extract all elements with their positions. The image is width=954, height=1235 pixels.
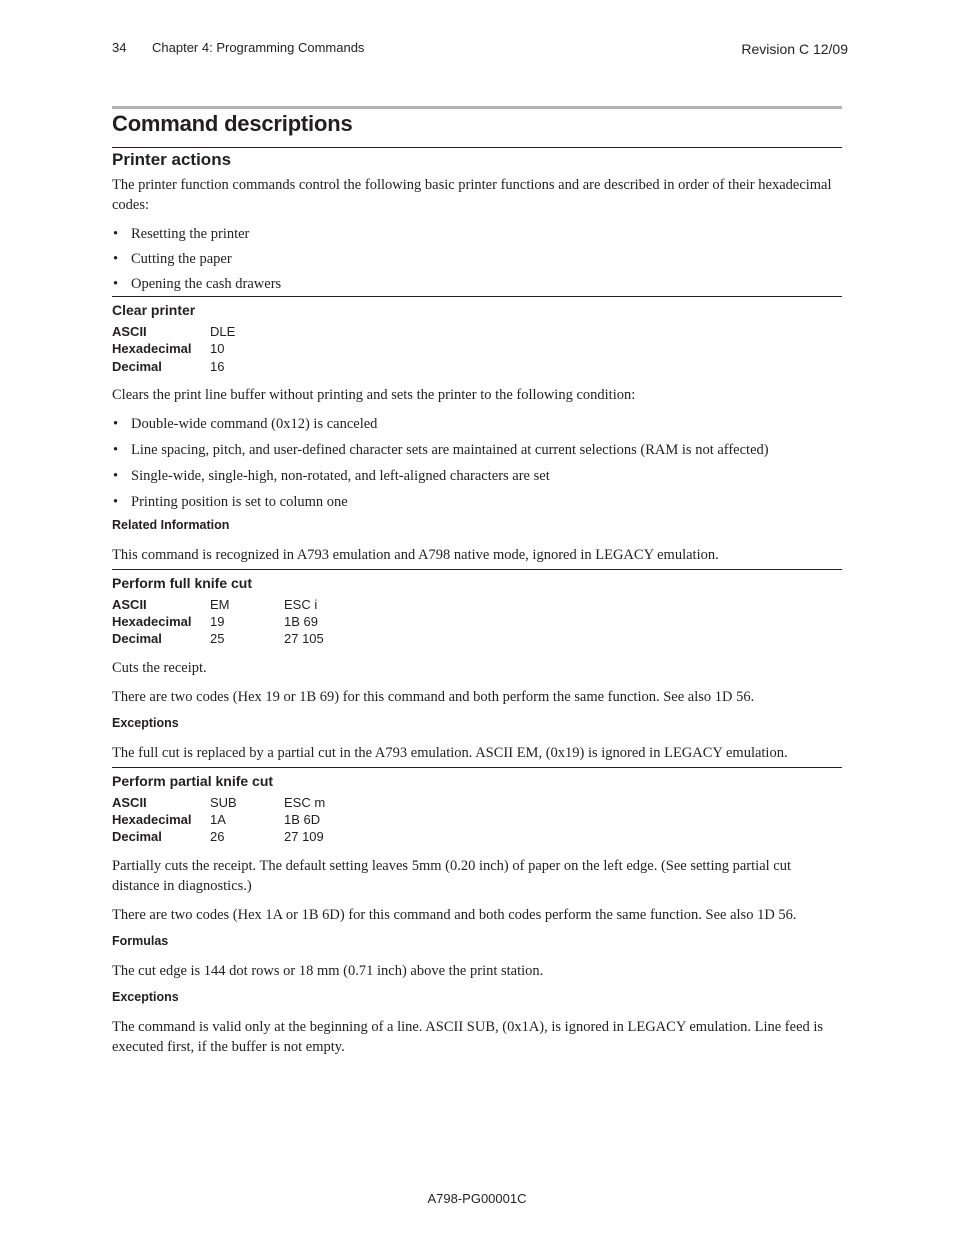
- revision-label: Revision C 12/09: [741, 41, 848, 57]
- table-row: ASCII SUB ESC m: [112, 794, 326, 810]
- exceptions-heading: Exceptions: [112, 715, 179, 730]
- table-row: Decimal 16: [112, 358, 225, 374]
- code-table: [112, 323, 284, 375]
- list-item: • Printing position is set to column one: [113, 493, 348, 510]
- command-title: Perform full knife cut: [112, 574, 253, 591]
- formulas-heading: Formulas: [112, 933, 169, 948]
- command-title: Clear printer: [112, 302, 196, 318]
- related-heading: Related Information: [112, 517, 230, 532]
- page-number: 34: [112, 40, 127, 55]
- page-content: [112, 106, 842, 1057]
- list-item: • Cutting the paper: [113, 251, 232, 267]
- exceptions-text: The full cut is replaced by a partial cut in the A793 emulation. ASCII EM, (0x19) is ignored in LEGACY emulation.: [112, 744, 788, 761]
- table-row: Decimal 25 27 105: [112, 631, 324, 647]
- code-table: [112, 596, 364, 648]
- command-description: Partially cuts the receipt. The default setting leaves 5mm (0.20 inch) of paper on the left edge. (See setting partial cut distance in diagnostics.): [112, 857, 791, 894]
- table-row: ASCII EM ESC i: [112, 596, 318, 612]
- related-text: This command is recognized in A793 emulation and A798 native mode, ignored in LEGACY emulation.: [112, 546, 719, 563]
- code-table: [112, 794, 364, 846]
- command-description: Cuts the receipt.: [112, 659, 207, 676]
- exceptions-text: The command is valid only at the beginning of a line. ASCII SUB, (0x1A), is ignored in LEGACY emulation. Line feed is executed first, if the buffer is not empty.: [112, 1018, 824, 1055]
- condition-list: [112, 414, 842, 512]
- table-row: Decimal 26 27 109: [112, 829, 324, 845]
- command-title: Perform partial knife cut: [112, 772, 274, 789]
- subsection-title: Printer actions: [112, 150, 232, 169]
- list-item: • Resetting the printer: [113, 226, 250, 242]
- table-row: Hexadecimal 1A 1B 6D: [112, 812, 321, 828]
- list-item: • Double-wide command (0x12) is canceled: [113, 415, 378, 432]
- command-note: There are two codes (Hex 19 or 1B 69) for this command and both perform the same function. See also 1D 56.: [112, 688, 755, 705]
- formulas-text: The cut edge is 144 dot rows or 18 mm (0.71 inch) above the print station.: [112, 962, 544, 979]
- table-row: Hexadecimal 19 1B 69: [112, 614, 318, 630]
- list-item: • Line spacing, pitch, and user-defined character sets are maintained at current selections (RAM is not affected): [113, 441, 769, 458]
- section-title: Command descriptions: [112, 111, 353, 136]
- list-item: • Single-wide, single-high, non-rotated, and left-aligned characters are set: [113, 467, 550, 484]
- function-list: [112, 224, 842, 294]
- exceptions-heading: Exceptions: [112, 989, 179, 1004]
- intro-paragraph: The printer function commands control the following basic printer functions and are described in order of their hexadecimal codes:: [112, 177, 832, 213]
- table-row: ASCII DLE: [112, 324, 236, 339]
- document-code: A798-PG00001C: [427, 1191, 527, 1206]
- list-item: • Opening the cash drawers: [113, 276, 282, 292]
- command-description: Clears the print line buffer without printing and sets the printer to the following condition:: [112, 386, 636, 403]
- chapter-title: Chapter 4: Programming Commands: [152, 40, 365, 55]
- command-note: There are two codes (Hex 1A or 1B 6D) for this command and both codes perform the same function. See also 1D 56.: [112, 906, 797, 923]
- table-row: Hexadecimal 10: [112, 341, 225, 357]
